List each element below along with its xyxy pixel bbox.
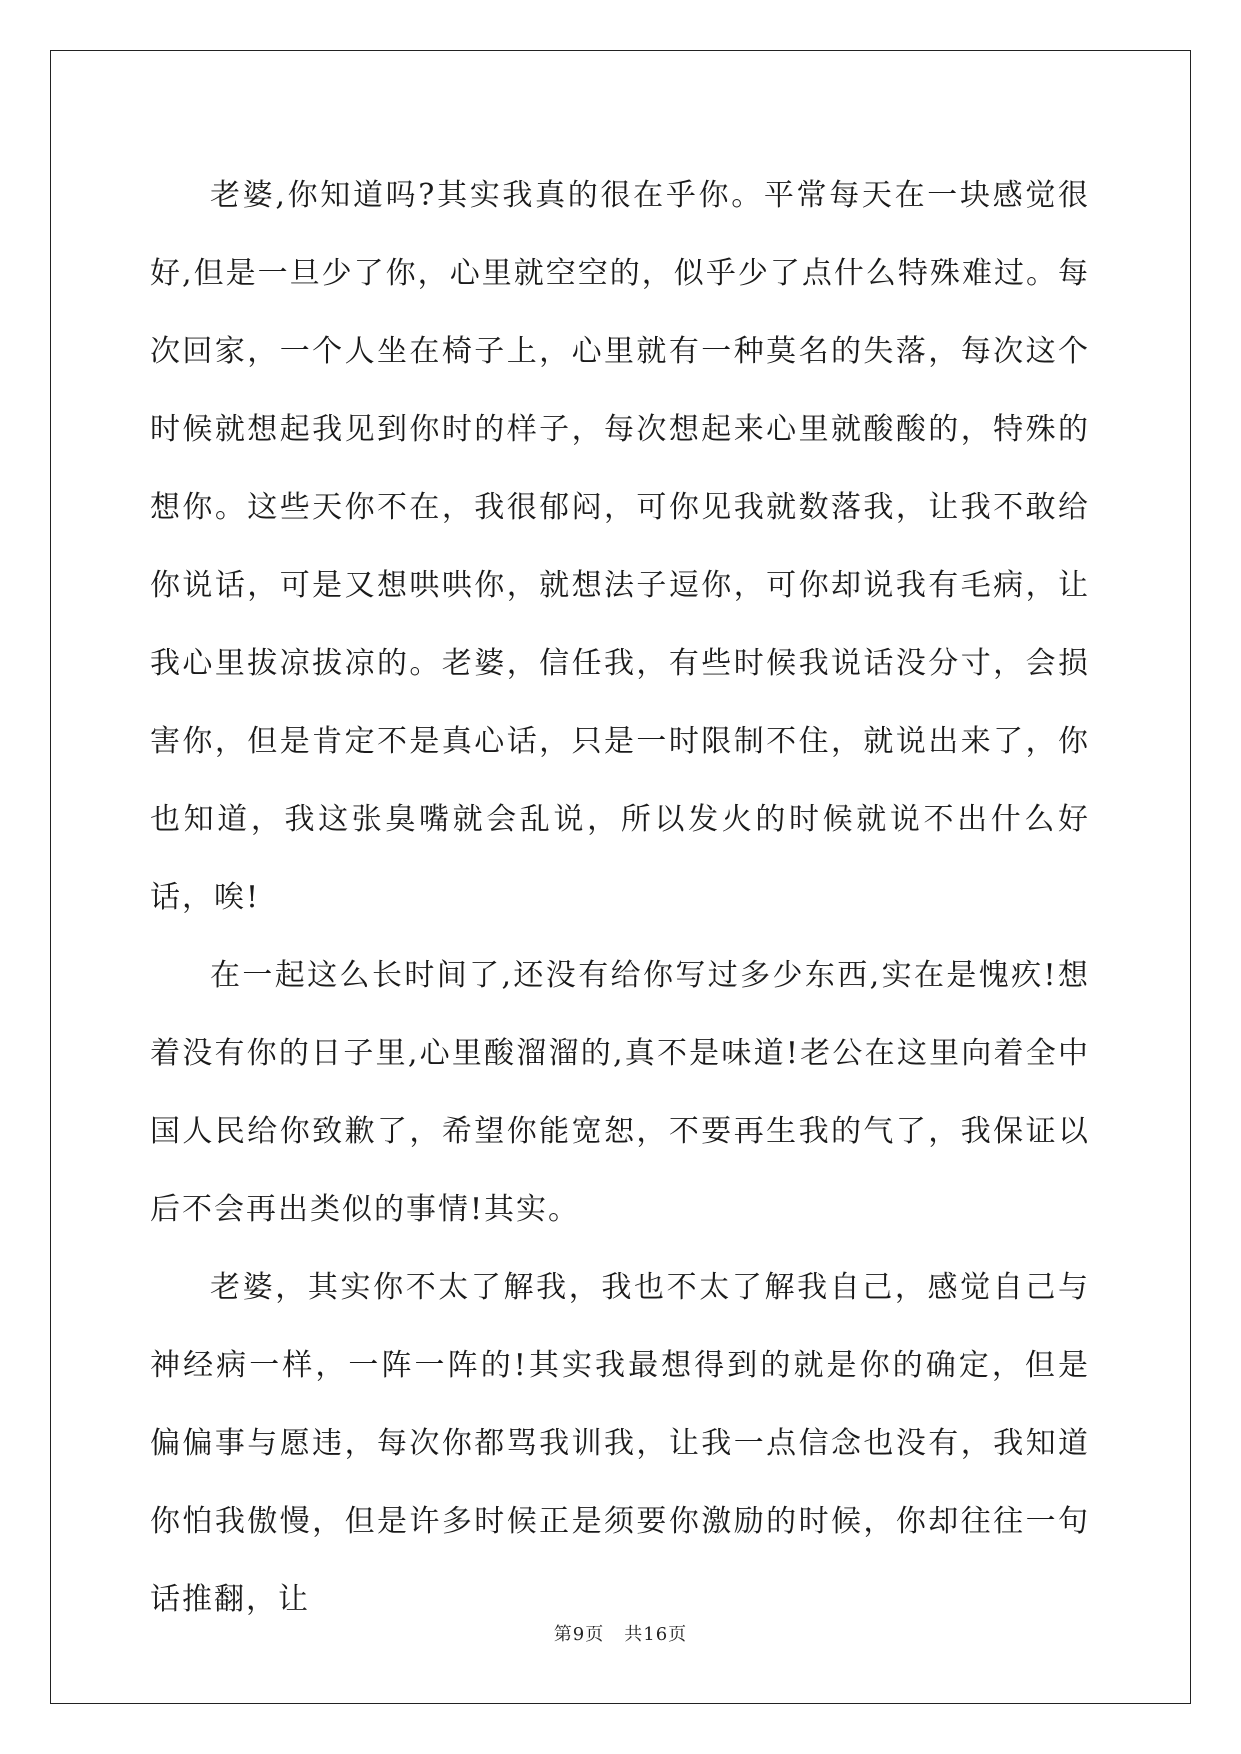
page-footer xyxy=(0,1620,1241,1646)
paragraph-1: 老婆,你知道吗?其实我真的很在乎你。平常每天在一块感觉很好,但是一旦少了你，心里就空空的，似乎少了点什么特殊难过。每次回家，一个人坐在椅子上，心里就有一种莫名的失落，每次这个时候就想起我见到你时的样子，每次想起来心里就酸酸的，特殊的想你。这些天你不在，我很郁闷，可你见我就数落我，让我不敢给你说话，可是又想哄哄你，就想法子逗你，可你却说我有毛病，让我心里拔凉拔凉的。老婆，信任我，有些时候我说话没分寸，会损害你，但是肯定不是真心话，只是一时限制不住，就说出来了，你也知道，我这张臭嘴就会乱说，所以发火的时候就说不出什么好话，唉! xyxy=(150,178,1090,915)
paragraph-2: 在一起这么长时间了,还没有给你写过多少东西,实在是愧疚!想着没有你的日子里,心里酸溜溜的,真不是味道!老公在这里向着全中国人民给你致歉了，希望你能宽恕，不要再生我的气了，我保证以后不会再出类似的事情!其实。 xyxy=(150,958,1090,1227)
page-number: 第9页 xyxy=(553,1624,605,1645)
page-total: 共16页 xyxy=(624,1624,688,1645)
paragraph-3: 老婆，其实你不太了解我，我也不太了解我自己，感觉自己与神经病一样，一阵一阵的!其实我最想得到的就是你的确定，但是偏偏事与愿违，每次你都骂我训我，让我一点信念也没有，我知道你怕我傲慢，但是许多时候正是须要你激励的时候，你却往往一句话推翻，让 xyxy=(150,1270,1090,1617)
document-body xyxy=(150,157,1090,1639)
